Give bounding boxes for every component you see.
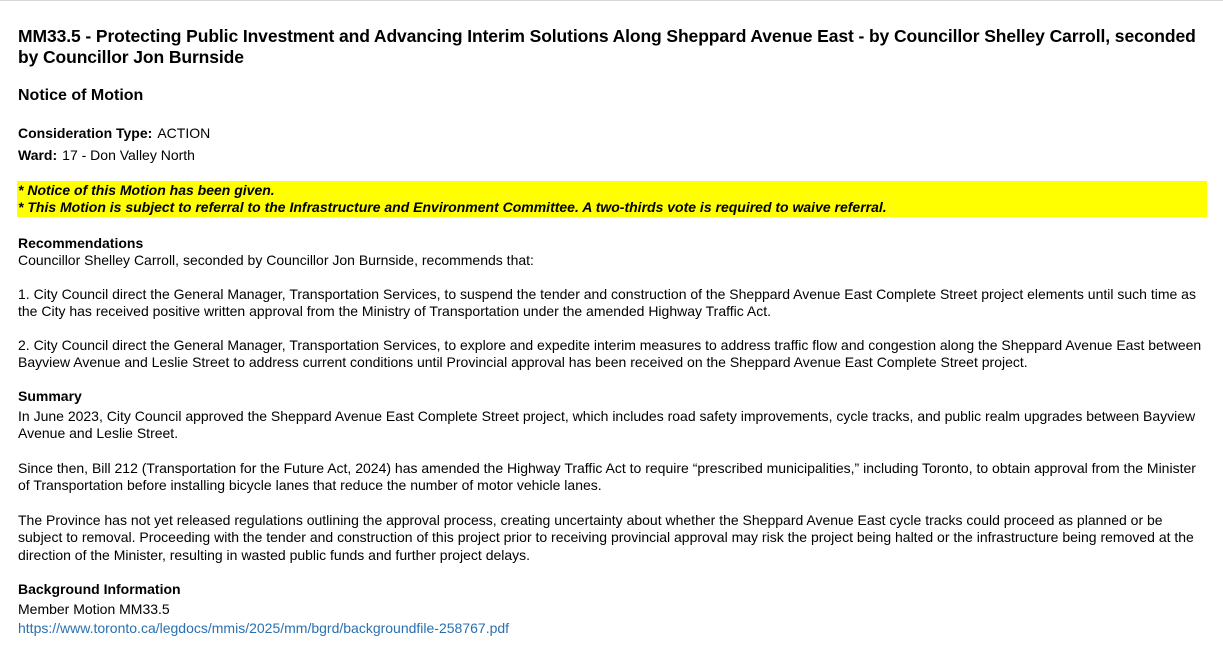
- recommendation-item-1: 1. City Council direct the General Manager, Transportation Services, to suspend the tender and construction of the Sheppard Avenue East Complete Street project elements until such time as the City has received positive written approval from the Ministry of Transportation under the amended Highway Traffic Act.: [18, 285, 1196, 319]
- ward-value: 17 - Don Valley North: [62, 147, 195, 163]
- recommendations-heading: Recommendations: [18, 235, 144, 251]
- background-doc-title: Member Motion MM33.5: [18, 601, 170, 617]
- summary-paragraph-3: The Province has not yet released regulations outlining the approval process, creating uncertainty about whether the Sheppard Avenue East cycle tracks could proceed as planned or be subject to removal. Proceeding with the tender and construction of this project prior to receiving provincial approval may risk the project being halted or the infrastructure being removed at the direction of the Minister, resulting in wasted public funds and further project delays.: [18, 511, 1194, 563]
- ward-row: [18, 144, 1208, 166]
- summary-heading: Summary: [18, 387, 82, 404]
- consideration-type-label: Consideration Type:: [18, 125, 153, 141]
- top-divider: [0, 0, 1223, 1]
- notice-of-motion-heading: Notice of Motion: [18, 87, 144, 104]
- summary-paragraph-2: Since then, Bill 212 (Transportation for the Future Act, 2024) has amended the Highway Traffic Act to require “prescribed municipalities,” including Toronto, to obtain approval from the Minister of Transportation before installing bicycle lanes that reduce the number of motor vehicle lanes.: [18, 459, 1196, 493]
- summary-paragraph-1: In June 2023, City Council approved the Sheppard Avenue East Complete Street project, which includes road safety improvements, cycle tracks, and public realm upgrades between Bayview Avenue and Leslie Street.: [18, 407, 1196, 441]
- notice-line-given: * Notice of this Motion has been given.: [18, 182, 275, 198]
- background-section: [18, 581, 1208, 638]
- recommendation-item-2: 2. City Council direct the General Manager, Transportation Services, to explore and expedite interim measures to address traffic flow and congestion along the Sheppard Avenue East between Bayview Avenue and Leslie Street to address current conditions until Provincial approval has been received on the Sheppard Avenue East Complete Street project.: [18, 336, 1202, 370]
- motion-document: [18, 26, 1208, 638]
- background-file-link[interactable]: https://www.toronto.ca/legdocs/mmis/2025/mm/bgrd/backgroundfile-258767.pdf: [18, 619, 510, 636]
- consideration-type-value: ACTION: [157, 125, 211, 141]
- summary-body: [18, 408, 1208, 565]
- recommendations-section: [18, 235, 1208, 372]
- referral-notice-box: [17, 181, 1207, 217]
- summary-section: [18, 388, 1208, 565]
- item-title: MM33.5 - Protecting Public Investment and Advancing Interim Solutions Along Sheppard Avenue East - by Councillor Shelley Carroll, seconded by Councillor Jon Burnside: [18, 26, 1196, 67]
- recommendations-body: [18, 252, 1208, 372]
- consideration-type-row: [18, 122, 1208, 144]
- motion-meta: [18, 122, 1208, 166]
- background-heading: Background Information: [18, 581, 181, 597]
- ward-label: Ward:: [18, 147, 58, 163]
- notice-line-referral: * This Motion is subject to referral to the Infrastructure and Environment Committee. A two-thirds vote is required to waive referral.: [18, 199, 887, 215]
- recommendations-intro: Councillor Shelley Carroll, seconded by Councillor Jon Burnside, recommends that:: [18, 252, 534, 268]
